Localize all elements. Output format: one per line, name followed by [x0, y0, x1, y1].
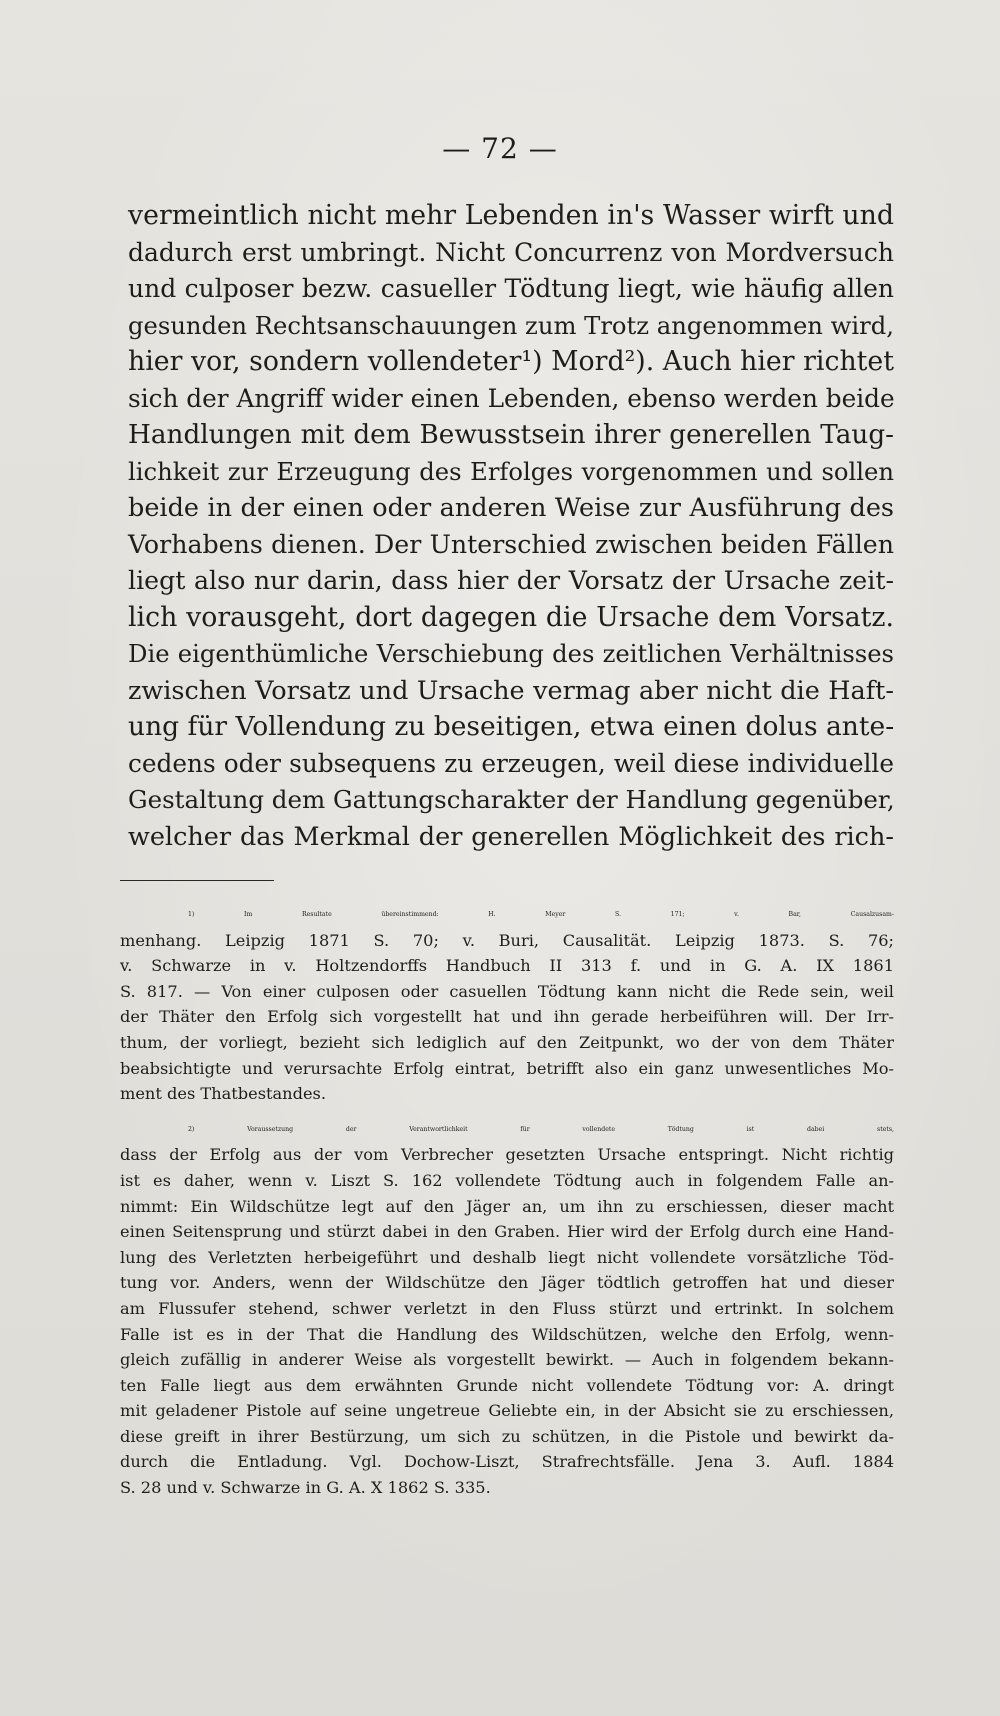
body-line: Handlungen mit dem Bewusstsein ihrer generellen Taug-: [128, 420, 894, 450]
footnote-line: beabsichtigte und verursachte Erfolg eintrat, betrifft also ein ganz unwesentliches Mo-: [120, 1058, 894, 1078]
footnote-divider: [120, 880, 274, 881]
body-line: ung für Vollendung zu beseitigen, etwa einen dolus ante-: [128, 711, 895, 742]
footnote-line: 2) Voraussetzung der Verantwortlichkeit für vollendete Tödtung ist dabei stets,: [188, 1125, 894, 1133]
footnote-line: diese greift in ihrer Bestürzung, um sich zu schützen, in die Pistole und bewirkt da-: [120, 1426, 894, 1446]
page-number: — 72 —: [442, 132, 558, 165]
body-line: Vorhabens dienen. Der Unterschied zwischen beiden Fällen: [128, 529, 894, 559]
footnote-line: thum, der vorliegt, bezieht sich lediglich auf den Zeitpunkt, wo der von dem Thäter: [120, 1032, 894, 1052]
body-line: cedens oder subsequens zu erzeugen, weil diese individuelle: [128, 748, 894, 778]
footnote-line: lung des Verletzten herbeigeführt und deshalb liegt nicht vollendete vorsätzliche Töd-: [120, 1247, 894, 1267]
body-line: zwischen Vorsatz und Ursache vermag aber nicht die Haft-: [128, 675, 894, 706]
body-line: welcher das Merkmal der generellen Möglichkeit des rich-: [128, 821, 894, 852]
body-line: lichkeit zur Erzeugung des Erfolges vorgenommen und sollen: [128, 456, 894, 486]
footnotes: [120, 902, 894, 1511]
footnote-1: [120, 902, 894, 1107]
body-line: Gestaltung dem Gattungscharakter der Handlung gegenüber,: [128, 785, 895, 814]
footnote-line: menhang. Leipzig 1871 S. 70; v. Buri, Causalität. Leipzig 1873. S. 76;: [120, 930, 894, 950]
body-line: dadurch erst umbringt. Nicht Concurrenz von Mordversuch: [128, 237, 894, 267]
footnote-line: 1) Im Resultate übereinstimmend: H. Meyer S. 171; v. Bar, Causalzusam-: [188, 911, 894, 918]
body-line: hier vor, sondern vollendeter¹) Mord²). Auch hier richtet: [128, 346, 894, 377]
footnote-line: ten Falle liegt aus dem erwähnten Grunde nicht vollendete Tödtung vor: A. dringt: [120, 1375, 894, 1395]
footnote-2: [120, 1117, 894, 1501]
footnote-line: durch die Entladung. Vgl. Dochow-Liszt, Strafrechtsfälle. Jena 3. Aufl. 1884: [120, 1452, 894, 1472]
footnote-line: mit geladener Pistole auf seine ungetreue Geliebte ein, in der Absicht sie zu erschiessen,: [120, 1401, 894, 1421]
footnote-line: ment des Thatbestandes.: [120, 1084, 327, 1104]
footnote-line: Falle ist es in der That die Handlung des Wildschützen, welche den Erfolg, wenn-: [120, 1324, 894, 1344]
footnote-line: ist es daher, wenn v. Liszt S. 162 vollendete Tödtung auch in folgendem Falle an-: [120, 1170, 894, 1190]
footnote-line: der Thäter den Erfolg sich vorgestellt hat und ihn gerade herbeiführen will. Der Irr-: [120, 1007, 894, 1027]
footnote-line: tung vor. Anders, wenn der Wildschütze den Jäger tödtlich getroffen hat und dieser: [120, 1273, 894, 1293]
body-line: gesunden Rechtsanschauungen zum Trotz angenommen wird,: [128, 310, 894, 340]
body-line: vermeintlich nicht mehr Lebenden in's Wasser wirft und: [128, 200, 894, 231]
body-line: und culposer bezw. casueller Tödtung liegt, wie häufig allen: [128, 274, 894, 303]
body-line: beide in der einen oder anderen Weise zur Ausführung des: [128, 493, 894, 523]
footnote-line: S. 817. — Von einer culposen oder casuellen Tödtung kann nicht die Rede sein, weil: [120, 981, 894, 1001]
body-text: [128, 198, 894, 855]
footnote-line: v. Schwarze in v. Holtzendorffs Handbuch II 313 f. und in G. A. IX 1861: [120, 956, 894, 976]
body-line: lich vorausgeht, dort dagegen die Ursache dem Vorsatz.: [128, 601, 894, 633]
body-line: Die eigenthümliche Verschiebung des zeitlichen Verhältnisses: [128, 639, 894, 668]
footnote-line: einen Seitensprung und stürzt dabei in den Graben. Hier wird der Erfolg durch eine Hand-: [120, 1222, 894, 1242]
body-line: sich der Angriff wider einen Lebenden, ebenso werden beide: [128, 383, 895, 413]
body-line: liegt also nur darin, dass hier der Vorsatz der Ursache zeit-: [128, 566, 894, 595]
footnote-line: S. 28 und v. Schwarze in G. A. X 1862 S. 335.: [120, 1478, 491, 1498]
footnote-line: nimmt: Ein Wildschütze legt auf den Jäger an, um ihn zu erschiessen, dieser macht: [120, 1196, 894, 1216]
footnote-line: dass der Erfolg aus der vom Verbrecher gesetzten Ursache entspringt. Nicht richtig: [120, 1145, 894, 1165]
footnote-line: gleich zufällig in anderer Weise als vorgestellt bewirkt. — Auch in folgendem bekann-: [120, 1350, 894, 1370]
footnote-line: am Flussufer stehend, schwer verletzt in den Fluss stürzt und ertrinkt. In solchem: [120, 1298, 894, 1318]
